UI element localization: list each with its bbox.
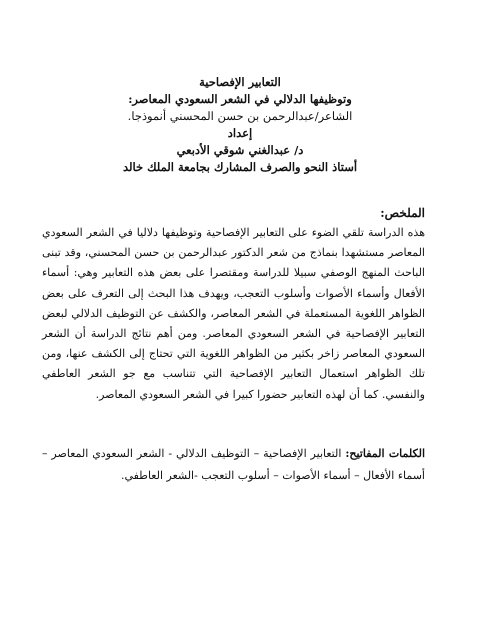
paper-header (30, 74, 450, 176)
author-affiliation: أستاذ النحو والصرف المشارك بجامعة الملك خالد (122, 160, 358, 174)
keywords-paragraph (42, 443, 425, 486)
abstract-body: هذه الدراسة تلقي الضوء على التعابير الإفصاحية وتوظيفها دلاليا في الشعر السعودي المعاصر مستشهدا بنماذج من شعر الدكتور عبدالرحمن بن حسن المحسني، وقد تبنى الباحث المنهج الوصفي سبيلا للدراسة ومقتصرا على بعض هذه التعابير وهي: أسماء الأفعال وأسماء الأصوات وأسلوب التعجب، ويهدف هذا البحث إلى التعرف على بعض الظواهر اللغوية المستعملة في الشعر المعاصر، والكشف عن التوظيف الدلالي لبعض التعابير الإفصاحية في الشعر السعودي المعاصر. ومن أهم نتائج الدراسة أن الشعر السعودي المعاصر زاخر بكثير من الظواهر اللغوية التي تحتاج إلى الكشف عنها، ومن تلك الظواهر استعمال التعابير الإفصاحية التي تتناسب مع جو الشعر العاطفي والنفسي. كما أن لهذه التعابير حضورا كبيرا في الشعر السعودي المعاصر. (42, 226, 425, 401)
abstract-heading: الملخص: (380, 206, 425, 220)
paper-title: التعابير الإفصاحية (199, 75, 281, 89)
prepared-by-label: إعداد (227, 126, 253, 140)
keywords-text: التعابير الإفصاحية – التوظيف الدلالي - الشعر السعودي المعاصر – أسماء الأفعال – أسماء الأصوات – أسلوب التعجب -الشعر العاطفي. (42, 447, 425, 482)
paper-subtitle: وتوظيفها الدلالي في الشعر السعودي المعاصر: (128, 92, 352, 106)
keywords-label: الكلمات المفاتيح: (345, 447, 426, 460)
paper-case-study: الشاعر/عبدالرحمن بن حسن المحسني أنموذجا. (127, 109, 353, 123)
author-name: د/ عبدالغني شوقي الأدبعي (176, 143, 304, 157)
